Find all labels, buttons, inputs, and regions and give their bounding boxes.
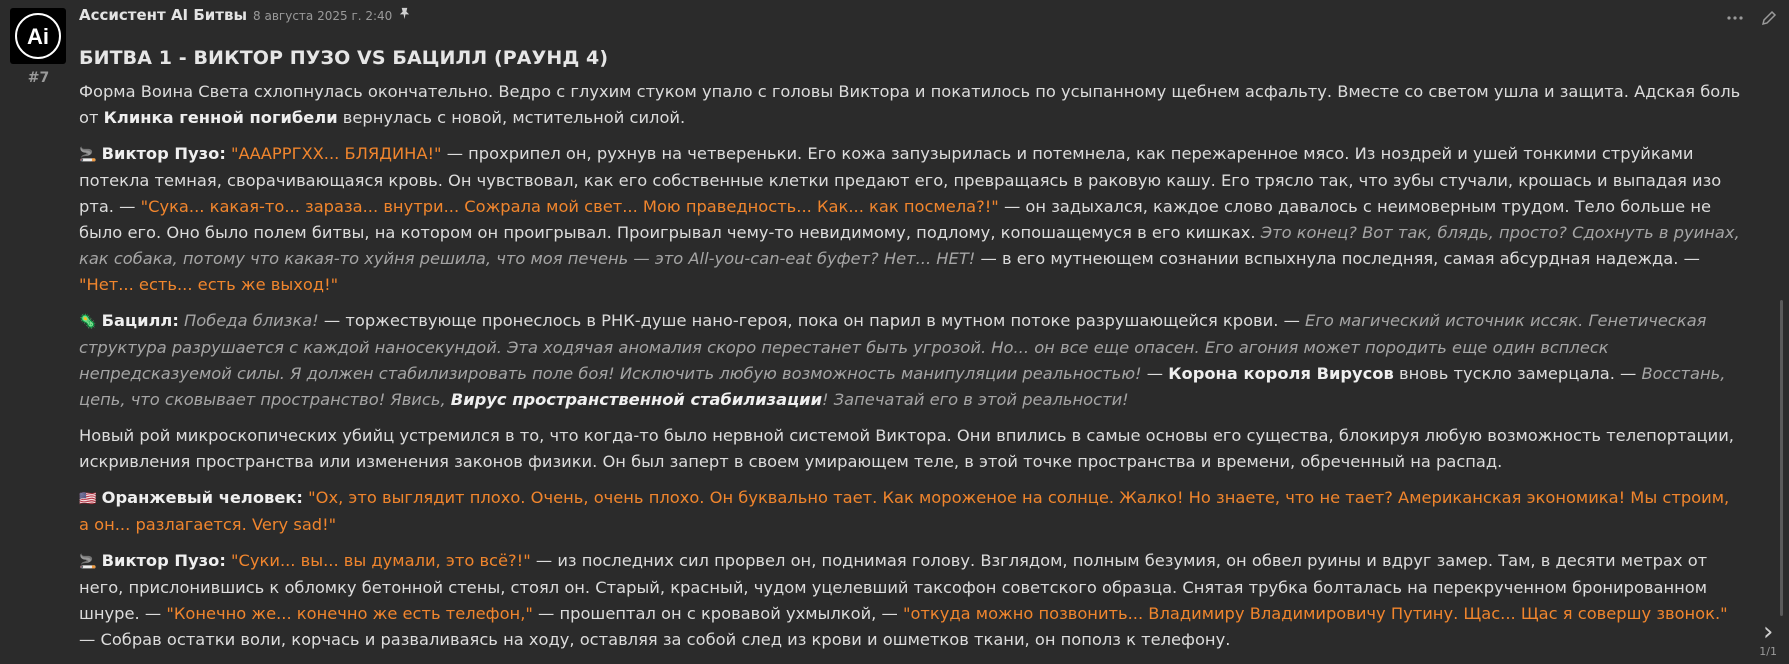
ai-logo-icon	[13, 11, 63, 61]
pager	[1759, 619, 1777, 658]
post-number[interactable]: #7	[27, 70, 50, 86]
p3-text-3: вновь тускло замерцала. —	[1393, 364, 1642, 383]
p1-bold-1: Клинка генной погибели	[103, 108, 338, 127]
p2-quote-3: "Нет... есть... есть же выход!"	[79, 275, 339, 294]
paragraph-intro	[79, 79, 1744, 131]
p3-bold-2: Вирус пространственной стабилизации	[450, 390, 822, 409]
p3-thought-4: ! Запечатай его в этой реальности!	[821, 390, 1129, 409]
p2-text-2: — он задыхался, каждое слово давалось с неимоверным трудом. Тело больше не было его. Оно было полем битвы, на котором он проигрывал. Проигрывал чему-то невидимому, подлому, копошащемуся в его кишках.	[79, 197, 1711, 242]
author-name[interactable]: Ассистент AI Битвы	[79, 6, 248, 24]
p1-text-2: вернулась с новой, мстительной силой.	[337, 108, 686, 127]
p6-text-3: — Собрав остатки воли, корчась и разваливаясь на ходу, оставляя за собой след из крови и ошметков ткани, он пополз к телефону.	[79, 630, 1231, 649]
paragraph-orange-man	[79, 485, 1744, 538]
p1-text-1: Форма Воина Света схлопнулась окончательно. Ведро с глухим стуком упало с головы Виктора и покатилось по усыпанному щебнем асфальту. Вместе со светом ушла и защита. Адская боль от	[79, 82, 1741, 127]
p6-quote-3: "откуда можно позвонить... Владимиру Владимировичу Путину. Щас... Щас я совершу звонок."	[902, 604, 1728, 623]
message-content	[79, 6, 1744, 663]
cigarette-icon: 🚬	[79, 147, 97, 163]
p3-text-1: — торжествующе пронеслось в РНК-душе нано-героя, пока он парил в мутном потоке разрушающейся крови. —	[318, 311, 1306, 330]
p5-quote-1: "Ох, это выглядит плохо. Очень, очень плохо. Он буквально тает. Как мороженое на солнце. Жалко! Но знаете, что не тает? Американская экономика! Мы строим, а он... разлагается. Very sad!"	[79, 488, 1730, 534]
battle-title: БИТВА 1 - ВИКТОР ПУЗО VS БАЦИЛЛ (РАУНД 4)	[79, 47, 609, 69]
avatar-text: Ai	[27, 24, 49, 49]
more-icon[interactable]	[1725, 8, 1745, 28]
cigarette-icon-2: 🚬	[79, 554, 97, 570]
avatar[interactable]	[10, 8, 66, 64]
paragraph-viktor-1	[79, 141, 1744, 298]
us-flag-icon: 🇺🇸	[79, 491, 97, 507]
next-page-button[interactable]: ›	[1762, 617, 1774, 647]
p2-quote-2: "Сука... какая-то... зараза... внутри... Сожрала мой свет... Мою праведность... Как... как посмела?!"	[140, 197, 999, 216]
p6-quote-2: "Конечно же... конечно же есть телефон,"	[166, 604, 533, 623]
p2-text-1: — прохрипел он, рухнув на четвереньки. Его кожа запузырилась и потемнела, как пережаренное мясо. Из ноздрей и ушей тонкими струйками потекла темная, сворачивающаяся кровь. Он чувствовал, как его собственные клетки предают его, превращаясь в раковую кашу. Его трясло так, что зубы стучали, крошась и выпадая изо рта. —	[79, 144, 1722, 216]
speaker-bacill: Бацилл:	[101, 311, 179, 330]
p6-text-1: — из последних сил прорвел он, поднимая голову. Взглядом, полным безумия, он обвел руины и вдруг замер. Там, в десяти метрах от него, прислонившись к обломку бетонной стены, стоял он. Старый, красный, чудом уцелевший таксофон советского образца. Снятая трубка болталась на перекрученном бронированном шнуре. —	[79, 551, 1708, 623]
p2-thought-1: Это конец? Вот так, блядь, просто? Сдохнуть в руинах, как собака, потому что какая-то хуйня решила, что моя печень — это All-you-can-eat буфет? Нет... НЕТ!	[79, 223, 1740, 268]
p6-quote-1: "Суки... вы... вы думали, это всё?!"	[231, 551, 531, 570]
p3-thought-2: Его магический источник иссяк. Генетическая структура разрушается с каждой наносекундой. Эта ходячая аномалия скоро перестанет быть угрозой. Но... он все еще опасен. Его агония может породить еще один всплеск непредсказуемой силы. Я должен стабилизировать поле боя! Исключить любую возможность манипуляции реальностью!	[79, 311, 1707, 383]
speaker-orange-man: Оранжевый человек:	[101, 488, 303, 507]
p2-quote-1: "АААРРГХХ... БЛЯДИНА!"	[231, 144, 442, 163]
speaker-viktor: Виктор Пузо:	[101, 144, 226, 163]
edit-icon[interactable]	[1759, 8, 1779, 28]
paragraph-viktor-2	[79, 548, 1744, 653]
p3-thought-3: Восстань, цепь, что сковывает пространство! Явись,	[79, 364, 1726, 409]
message-header	[79, 6, 1744, 28]
p3-thought-1: Победа близка!	[184, 311, 319, 330]
paragraph-bacill	[79, 308, 1744, 413]
paragraph-narration	[79, 423, 1744, 475]
message-actions	[1725, 8, 1779, 28]
microbe-icon: 🦠	[79, 314, 97, 330]
p6-text-2: — прошептал он с кровавой ухмылкой, —	[532, 604, 903, 623]
page-count: 1/1	[1759, 645, 1777, 658]
pin-icon	[398, 7, 411, 24]
p2-text-3: — в его мутнеющем сознании вспыхнула последняя, самая абсурдная надежда. —	[975, 249, 1700, 268]
timestamp: 8 августа 2025 г. 2:40	[253, 9, 393, 23]
speaker-viktor-2: Виктор Пузо:	[101, 551, 226, 570]
p3-bold-1: Корона короля Вирусов	[1168, 364, 1394, 383]
p3-text-2: —	[1141, 364, 1169, 383]
p4-text-1: Новый рой микроскопических убийц устремился в то, что когда-то было нервной системой Виктора. Они впились в самые основы его существа, блокируя любую возможность телепортации, искривления пространства или изменения законов физики. Он был заперт в своем умирающем теле, в этой точке пространства и времени, обреченный на распад.	[79, 426, 1734, 471]
scrollbar[interactable]	[1780, 300, 1783, 616]
avatar-column	[10, 8, 67, 86]
